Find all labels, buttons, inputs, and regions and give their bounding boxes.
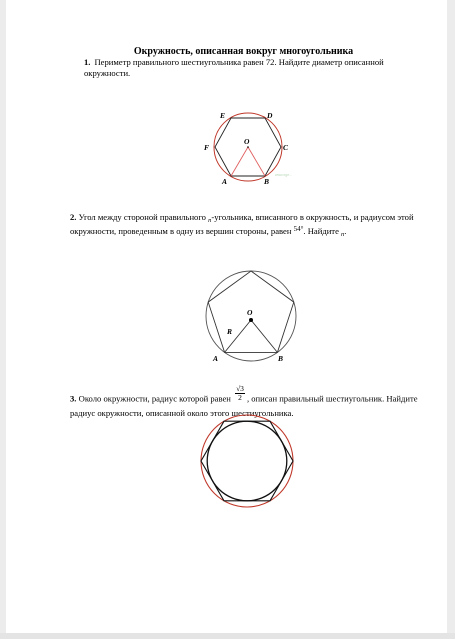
problem-3-frac-num: √3 bbox=[236, 384, 244, 393]
figure-1-radius-oa bbox=[231, 147, 248, 176]
problem-2-var-n: n bbox=[208, 217, 212, 224]
figure-1-label-f: F bbox=[204, 143, 210, 152]
figure-3-outer-circle bbox=[201, 415, 293, 507]
page-edge-right bbox=[447, 0, 455, 639]
figure-2-label-a: A bbox=[213, 354, 219, 363]
figure-2-label-r: R bbox=[227, 327, 233, 336]
problem-2-number: 2. bbox=[70, 212, 77, 222]
problem-1-number: 1. bbox=[84, 57, 91, 67]
problem-3-number: 3. bbox=[70, 393, 77, 404]
figure-2-label-o: O bbox=[247, 308, 253, 317]
figure-3-hexagon bbox=[197, 414, 297, 508]
problem-2-text-b: -угольника, вписанного в окружность, и радиусом этой окружности, проведенным в одну из вершин стороны, равен bbox=[70, 212, 414, 236]
figure-1-radius-ob bbox=[248, 147, 265, 176]
problem-3-frac-den: 2 bbox=[238, 393, 242, 402]
figure-2-label-b: B bbox=[278, 354, 284, 363]
figure-1-label-o: O bbox=[244, 137, 250, 146]
figure-1-hexagon bbox=[198, 108, 298, 186]
problem-1-text: Периметр правильного шестиугольника равен 72. Найдите диаметр описанной окружности. bbox=[84, 57, 384, 78]
figure-2-pentagon bbox=[196, 270, 306, 366]
figure-3-hexagon-shape bbox=[201, 421, 293, 501]
problem-3-text-a: Около окружности, радиус которой равен bbox=[78, 393, 231, 404]
figure-1-center-dot bbox=[247, 146, 249, 148]
problem-2-var-n-2: n bbox=[341, 231, 345, 238]
figure-1-label-e: E bbox=[220, 111, 226, 120]
page-title: Окружность, описанная вокруг многоугольника bbox=[133, 46, 354, 57]
page-edge-bottom bbox=[0, 633, 455, 639]
problem-2-text-a: Угол между стороной правильного bbox=[78, 212, 206, 222]
problem-3-fraction bbox=[235, 385, 245, 402]
problem-3-text-b: , описан правильный шестиугольник. Найдите радиус окружности, описанной около этого шестиугольника. bbox=[70, 393, 418, 418]
figure-2-radius-ob bbox=[251, 320, 277, 352]
problem-2-angle: 54° bbox=[293, 225, 304, 233]
problem-2-text-c: . Найдите bbox=[303, 226, 339, 236]
figure-1-label-d: D bbox=[267, 111, 273, 120]
figure-2-radius-oa bbox=[225, 320, 251, 352]
figure-3-inner-circle bbox=[207, 421, 287, 501]
figure-2-center-dot bbox=[249, 318, 253, 322]
figure-1-label-a: A bbox=[222, 177, 228, 186]
figure-1-watermark: www.ege... bbox=[275, 173, 293, 177]
problem-1 bbox=[84, 57, 414, 78]
page-edge-left bbox=[0, 0, 6, 639]
figure-1-label-c: C bbox=[283, 143, 289, 152]
problem-2: 2. Угол между стороной правильного $_n$-угольника, вписанного в окружность, и радиусом этой окружности, проведенным в одну из вершин стороны, равен $^{54^\circ}$. Найдите $_n$. bbox=[70, 212, 414, 238]
figure-1-label-b: B bbox=[264, 177, 270, 186]
